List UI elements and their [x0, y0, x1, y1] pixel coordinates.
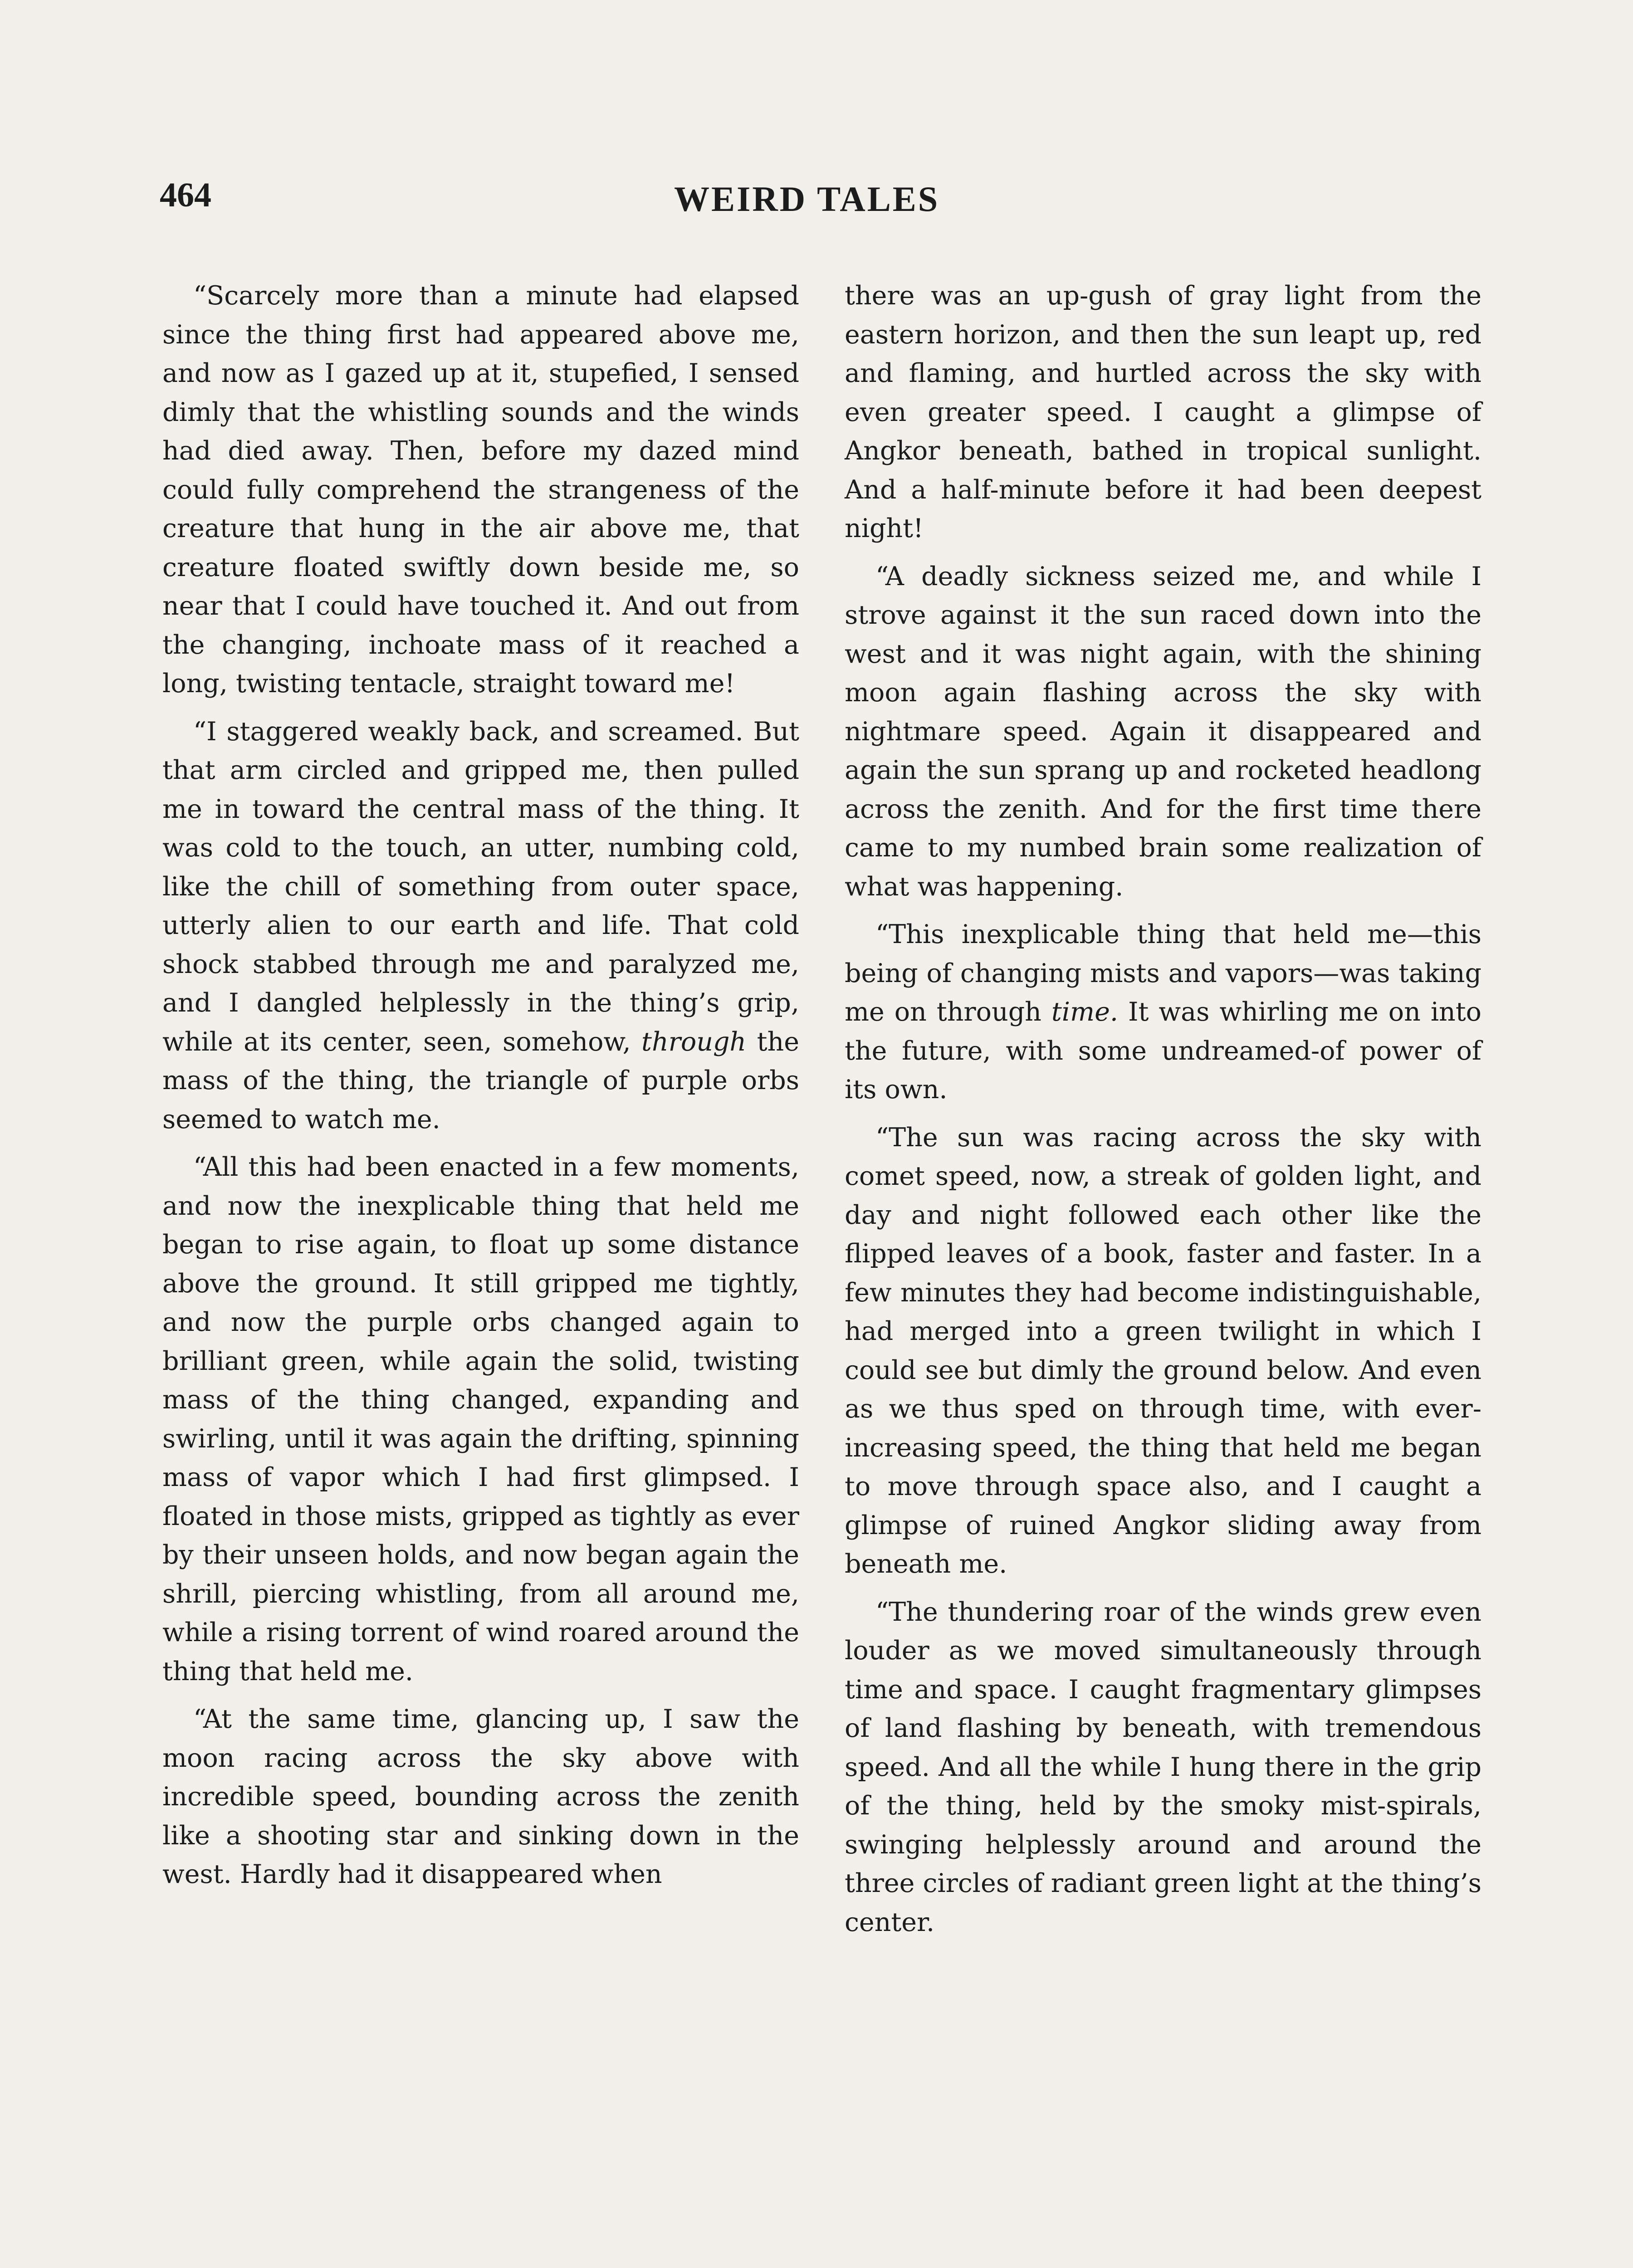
paragraph	[162, 713, 799, 1139]
paragraph: there was an up-gush of gray light from the eastern horizon, and then the sun leapt up, red and flaming, and hurtled across the sky with even greater speed. I caught a glimpse of Angkor beneath, bathed in tropical sunlight. And a half-minute before it had been deepest night!	[845, 281, 1481, 543]
paragraph: “At the same time, glancing up, I saw the moon racing across the sky above with incredible speed, bounding across the zenith like a shooting star and sinking down in the west. Hardly had it disappeared when	[162, 1704, 799, 1889]
italic-text: time.	[1051, 997, 1118, 1027]
paragraph: “The thundering roar of the winds grew even louder as we moved simultaneously through time and space. I caught fragmentary glimpses of land flashing by beneath, with tremendous speed. And all the while I hung there in the grip of the thing, held by the smoky mist-spirals, swinging helplessly around and around the three circles of radiant green light at the thing’s center.	[845, 1597, 1481, 1937]
page-number: 464	[160, 176, 211, 214]
paragraph: “Scarcely more than a minute had elapsed since the thing first had appeared above me, and now as I gazed up at it, stupefied, I sensed dimly that the whistling sounds and the winds had died away. Then, before my dazed mind could fully comprehend the strangeness of the creature that hung in the air above me, that creature floated swiftly down beside me, so near that I could have touched it. And out from the changing, inchoate mass of it reached a long, twisting tentacle, straight toward me!	[162, 281, 799, 699]
paragraph: “The sun was racing across the sky with comet speed, now, a streak of golden light, and day and night followed each other like the flipped leaves of a book, faster and faster. In a few minutes they had become indistinguishable, had merged into a green twilight in which I could see but dimly the ground below. And even as we thus sped on through time, with ever-increasing speed, the thing that held me began to move through space also, and I caught a glimpse of ruined Angkor sliding away from beneath me.	[845, 1122, 1481, 1579]
paragraph-text: “This inexplicable thing that held me—this being of changing mists and vapors—was taking me on through	[845, 919, 1481, 1027]
italic-text: through	[641, 1026, 747, 1057]
paragraph: “A deadly sickness seized me, and while I strove against it the sun raced down into the west and it was night again, with the shining moon again flashing across the sky with nightmare speed. Again it disappeared and again the sun sprang up and rocketed headlong across the zenith. And for the first time there came to my numbed brain some realization of what was happening.	[845, 561, 1481, 902]
running-head: WEIRD TALES	[674, 179, 940, 219]
paragraph-text: “I staggered weakly back, and screamed. But that arm circled and gripped me, then pulled me in toward the central mass of the thing. It was cold to the touch, an utter, numbing cold, like the chill of something from outer space, utterly alien to our earth and life. That cold shock stabbed through me and paralyzed me, and I dangled helplessly in the thing’s grip, while at its center, seen, somehow,	[162, 716, 799, 1057]
paragraph-text: It was whirling me on into the future, with some undreamed-of power of its own.	[845, 997, 1481, 1105]
right-column	[845, 277, 1481, 1951]
left-column	[162, 277, 799, 1903]
paragraph: “All this had been enacted in a few moments, and now the inexplicable thing that held me began to rise again, to float up some distance above the ground. It still gripped me tightly, and now the purple orbs changed again to brilliant green, while again the solid, twisting mass of the thing changed, expanding and swirling, until it was again the drifting, spinning mass of vapor which I had first glimpsed. I floated in those mists, gripped as tightly as ever by their unseen holds, and now began again the shrill, piercing whistling, from all around me, while a rising torrent of wind roared around the thing that held me.	[162, 1152, 799, 1686]
paragraph-text: the mass of the thing, the triangle of purple orbs seemed to watch me.	[162, 1026, 799, 1134]
paragraph	[845, 915, 1481, 1110]
